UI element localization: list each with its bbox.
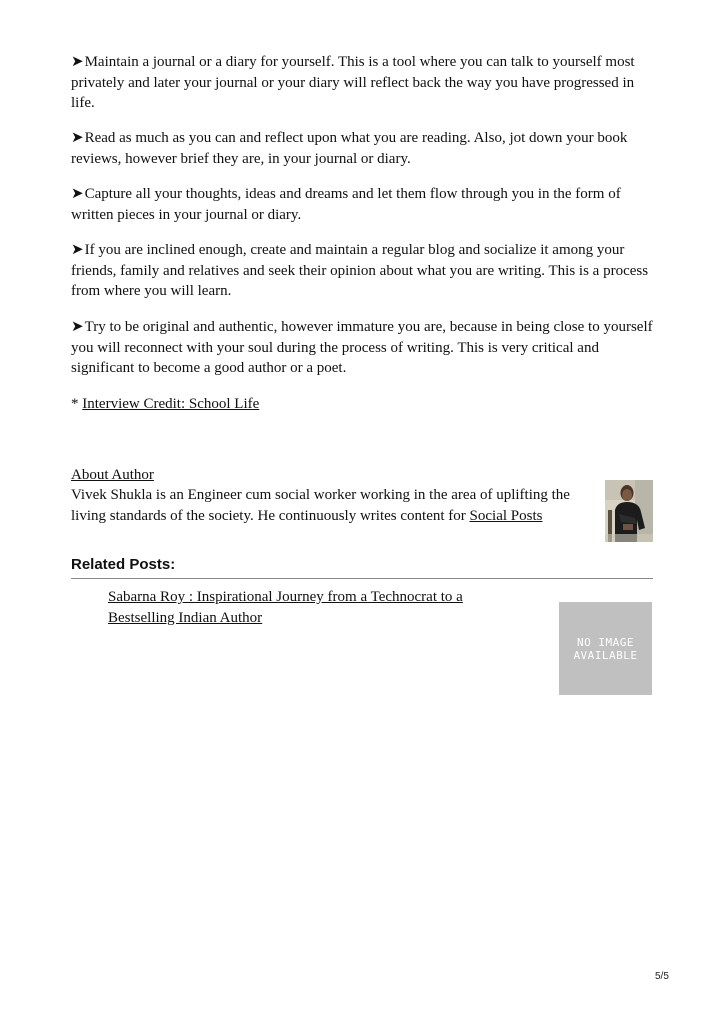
interview-credit-link[interactable]: Interview Credit: School Life — [82, 396, 260, 412]
page-number: 5/5 — [655, 971, 669, 982]
author-photo-graphic — [605, 480, 653, 542]
social-posts-link[interactable]: Social Posts — [469, 507, 543, 524]
author-bio — [71, 485, 576, 526]
divider — [71, 578, 653, 579]
no-image-placeholder[interactable] — [559, 602, 652, 695]
paragraph-thoughts — [71, 184, 661, 225]
about-author-link[interactable]: About Author — [71, 467, 154, 483]
author-photo — [605, 480, 653, 542]
bullet-icon: ➤ — [71, 186, 84, 202]
related-posts-heading: Related Posts: — [71, 556, 176, 573]
paragraph-text: Try to be original and authentic, however immature you are, because in being close to yourself you will reconnect with your soul during the process of writing. This is very critical and significant to become a good author or a poet. — [71, 319, 653, 376]
bullet-icon: ➤ — [71, 319, 84, 335]
no-image-label: NO IMAGE AVAILABLE — [573, 635, 638, 662]
author-bio-text: Vivek Shukla is an Engineer cum social worker working in the area of uplifting the living standards of the society. He continuously writes content for — [71, 487, 570, 524]
paragraph-reading — [71, 128, 661, 169]
bullet-icon: ➤ — [71, 54, 84, 70]
paragraph-text: Maintain a journal or a diary for yourself. This is a tool where you can talk to yourself most privately and later your journal or your diary will reflect back the way you have progressed in life. — [71, 54, 635, 111]
paragraph-text: If you are inclined enough, create and maintain a regular blog and socialize it among your friends, family and relatives and seek their opinion about what you are writing. This is a process from where you will learn. — [71, 242, 649, 299]
bullet-icon: ➤ — [71, 242, 84, 258]
paragraph-text: Capture all your thoughts, ideas and dreams and let them flow through you in the form of written pieces in your journal or diary. — [71, 186, 621, 223]
paragraph-text: Read as much as you can and reflect upon what you are reading. Also, jot down your book reviews, however brief they are, in your journal or diary. — [71, 130, 628, 167]
interview-credit — [71, 394, 661, 415]
related-post-link[interactable]: Sabarna Roy : Inspirational Journey from a Technocrat to a Bestselling Indian Author — [108, 589, 463, 626]
bullet-icon: ➤ — [71, 130, 84, 146]
paragraph-original — [71, 317, 661, 379]
paragraph-journal — [71, 52, 661, 114]
credit-prefix: * — [71, 396, 83, 412]
paragraph-blog — [71, 240, 661, 302]
